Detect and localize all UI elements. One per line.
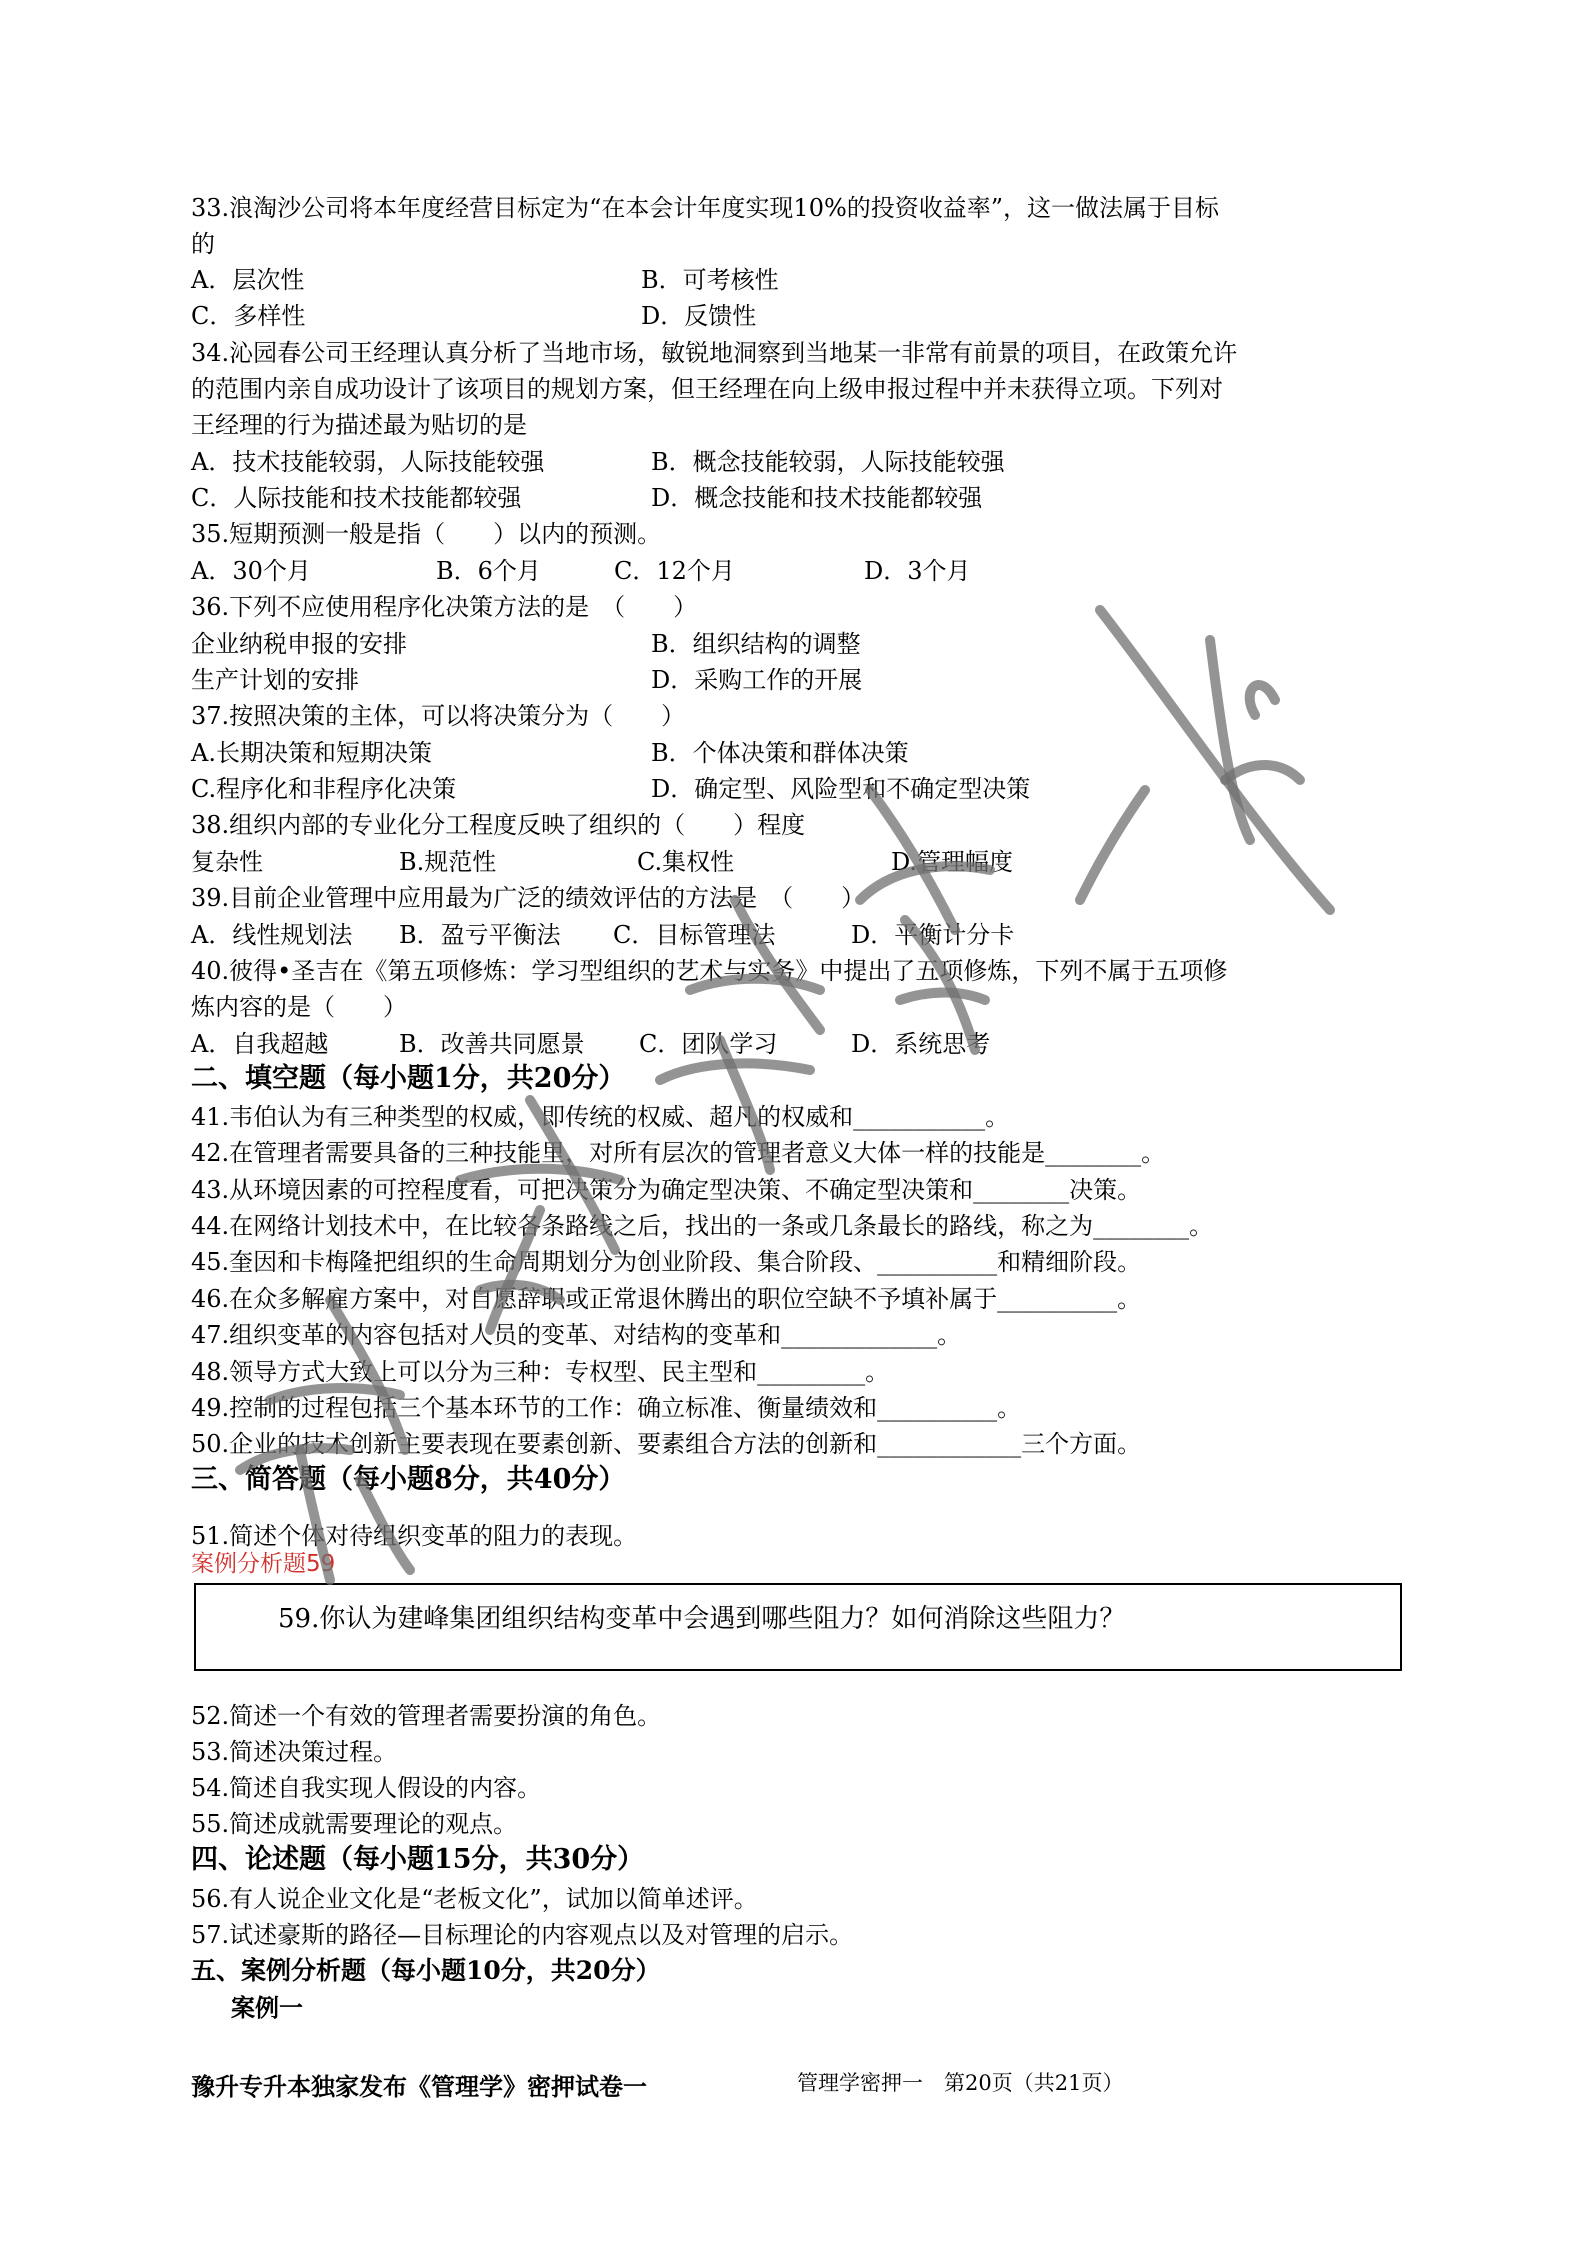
q37-option-a: A.长期决策和短期决策 xyxy=(191,739,432,767)
case-question-59: 59.你认为建峰集团组织结构变革中会遇到哪些阻力？如何消除这些阻力？ xyxy=(278,1604,1126,1634)
q38-option-b: B.规范性 xyxy=(399,848,497,876)
fill-q41: 41.韦伯认为有三种类型的权威，即传统的权威、超凡的权威和___________。 xyxy=(191,1103,1010,1131)
case-analysis-label: 案例分析题59 xyxy=(191,1551,336,1577)
watermark-char-ben xyxy=(1080,610,1330,910)
q36-options-row2 xyxy=(191,662,862,698)
q33-options-row1 xyxy=(191,262,779,298)
q36-option-a: 企业纳税申报的安排 xyxy=(191,630,407,658)
q37-option-d: D．确定型、风险型和不确定型决策 xyxy=(651,775,1031,803)
q33-option-d: D．反馈性 xyxy=(641,302,757,330)
q39-option-d: D．平衡计分卡 xyxy=(851,921,1015,949)
fill-q47: 47.组织变革的内容包括对人员的变革、对结构的变革和_____________。 xyxy=(191,1321,962,1349)
fill-q43: 43.从环境因素的可控程度看，可把决策分为确定型决策、不确定型决策和________决策。 xyxy=(191,1176,1142,1204)
q40-option-c: C．团队学习 xyxy=(639,1030,778,1058)
short-q53: 53.简述决策过程。 xyxy=(191,1738,398,1766)
q33-option-c: C．多样性 xyxy=(191,302,306,330)
short-q51: 51.简述个体对待组织变革的阻力的表现。 xyxy=(191,1522,638,1550)
q39-stem: 39.目前企业管理中应用最为广泛的绩效评估的方法是 （ ） xyxy=(191,884,866,912)
q34-option-a: A．技术技能较弱，人际技能较强 xyxy=(191,448,545,476)
q33-options-row2 xyxy=(191,298,756,334)
q34-options-row1 xyxy=(191,444,1005,480)
q34-stem-cont1: 的范围内亲自成功设计了该项目的规划方案，但王经理在向上级申报过程中并未获得立项。下列对 xyxy=(191,375,1223,403)
q35-stem: 35.短期预测一般是指（ ）以内的预测。 xyxy=(191,520,662,548)
q34-stem: 34.沁园春公司王经理认真分析了当地市场，敏锐地洞察到当地某一非常有前景的项目，在政策允许 xyxy=(191,339,1238,367)
q38-stem: 38.组织内部的专业化分工程度反映了组织的（ ）程度 xyxy=(191,811,806,839)
short-q52: 52.简述一个有效的管理者需要扮演的角色。 xyxy=(191,1702,662,1730)
fill-q50: 50.企业的技术创新主要表现在要素创新、要素组合方法的创新和____________三个方面。 xyxy=(191,1430,1142,1458)
q40-option-b: B．改善共同愿景 xyxy=(399,1030,585,1058)
q40-stem: 40.彼得•圣吉在《第五项修炼：学习型组织的艺术与实务》中提出了五项修炼，下列不属于五项修 xyxy=(191,957,1228,985)
q38-option-d: D.管理幅度 xyxy=(891,848,1014,876)
q34-option-c: C．人际技能和技术技能都较强 xyxy=(191,484,522,512)
q35-option-d: D．3个月 xyxy=(864,557,971,585)
section3-heading: 三、简答题（每小题8分，共40分） xyxy=(191,1464,626,1495)
q34-options-row2 xyxy=(191,480,982,516)
q35-option-b: B．6个月 xyxy=(436,557,541,585)
section4-heading: 四、论述题（每小题15分，共30分） xyxy=(191,1844,645,1875)
q38-options xyxy=(191,844,1013,880)
q35-options xyxy=(191,553,971,589)
q39-options xyxy=(191,917,1014,953)
q33-option-b: B．可考核性 xyxy=(641,266,779,294)
fill-q42: 42.在管理者需要具备的三种技能里，对所有层次的管理者意义大体一样的技能是________。 xyxy=(191,1139,1166,1167)
q37-option-c: C.程序化和非程序化决策 xyxy=(191,775,457,803)
q33-stem: 33.浪淘沙公司将本年度经营目标定为“在本会计年度实现10%的投资收益率”，这一做法属于目标 xyxy=(191,194,1220,222)
footer-publisher: 豫升专升本独家发布《管理学》密押试卷一 xyxy=(191,2072,647,2101)
q40-options xyxy=(191,1026,990,1062)
q34-option-b: B．概念技能较弱，人际技能较强 xyxy=(651,448,1005,476)
q36-option-b: B．组织结构的调整 xyxy=(651,630,861,658)
section2-heading: 二、填空题（每小题1分，共20分） xyxy=(191,1063,626,1094)
q36-stem: 36.下列不应使用程序化决策方法的是 （ ） xyxy=(191,593,698,621)
fill-q44: 44.在网络计划技术中，在比较各条路线之后，找出的一条或几条最长的路线，称之为________。 xyxy=(191,1212,1214,1240)
essay-q57: 57.试述豪斯的路径—目标理论的内容观点以及对管理的启示。 xyxy=(191,1921,854,1949)
fill-q46: 46.在众多解雇方案中，对自愿辞职或正常退休腾出的职位空缺不予填补属于__________。 xyxy=(191,1285,1142,1313)
q35-option-a: A．30个月 xyxy=(191,557,311,585)
q37-options-row1 xyxy=(191,735,909,771)
q38-option-c: C.集权性 xyxy=(637,848,735,876)
q33-option-a: A．层次性 xyxy=(191,266,305,294)
q39-option-b: B．盈亏平衡法 xyxy=(399,921,561,949)
q34-stem-cont2: 王经理的行为描述最为贴切的是 xyxy=(191,411,527,439)
q40-stem-cont: 炼内容的是（ ） xyxy=(191,993,407,1021)
q39-option-a: A．线性规划法 xyxy=(191,921,353,949)
section5-heading: 五、案例分析题（每小题10分，共20分） xyxy=(191,1956,661,1985)
q36-option-c: 生产计划的安排 xyxy=(191,666,359,694)
short-q54: 54.简述自我实现人假设的内容。 xyxy=(191,1774,542,1802)
q38-option-a: 复杂性 xyxy=(191,848,263,876)
footer-page-number: 管理学密押一 第20页（共21页） xyxy=(797,2071,1124,2095)
short-q55: 55.简述成就需要理论的观点。 xyxy=(191,1810,518,1838)
fill-q49: 49.控制的过程包括三个基本环节的工作：确立标准、衡量绩效和__________。 xyxy=(191,1394,1022,1422)
q40-option-d: D．系统思考 xyxy=(851,1030,991,1058)
q37-stem: 37.按照决策的主体，可以将决策分为（ ） xyxy=(191,702,686,730)
essay-q56: 56.有人说企业文化是“老板文化”，试加以简单述评。 xyxy=(191,1885,758,1913)
q40-option-a: A．自我超越 xyxy=(191,1030,329,1058)
q37-option-b: B．个体决策和群体决策 xyxy=(651,739,909,767)
case-question-box xyxy=(194,1583,1402,1671)
fill-q48: 48.领导方式大致上可以分为三种：专权型、民主型和_________。 xyxy=(191,1358,890,1386)
q39-option-c: C．目标管理法 xyxy=(613,921,776,949)
q35-option-c: C．12个月 xyxy=(614,557,735,585)
q37-options-row2 xyxy=(191,771,1030,807)
q33-stem-cont: 的 xyxy=(191,230,215,258)
fill-q45: 45.奎因和卡梅隆把组织的生命周期划分为创业阶段、集合阶段、__________和精细阶段。 xyxy=(191,1248,1142,1276)
q36-option-d: D．采购工作的开展 xyxy=(651,666,863,694)
case-one-label: 案例一 xyxy=(231,1993,303,2022)
q34-option-d: D．概念技能和技术技能都较强 xyxy=(651,484,983,512)
q36-options-row1 xyxy=(191,626,861,662)
